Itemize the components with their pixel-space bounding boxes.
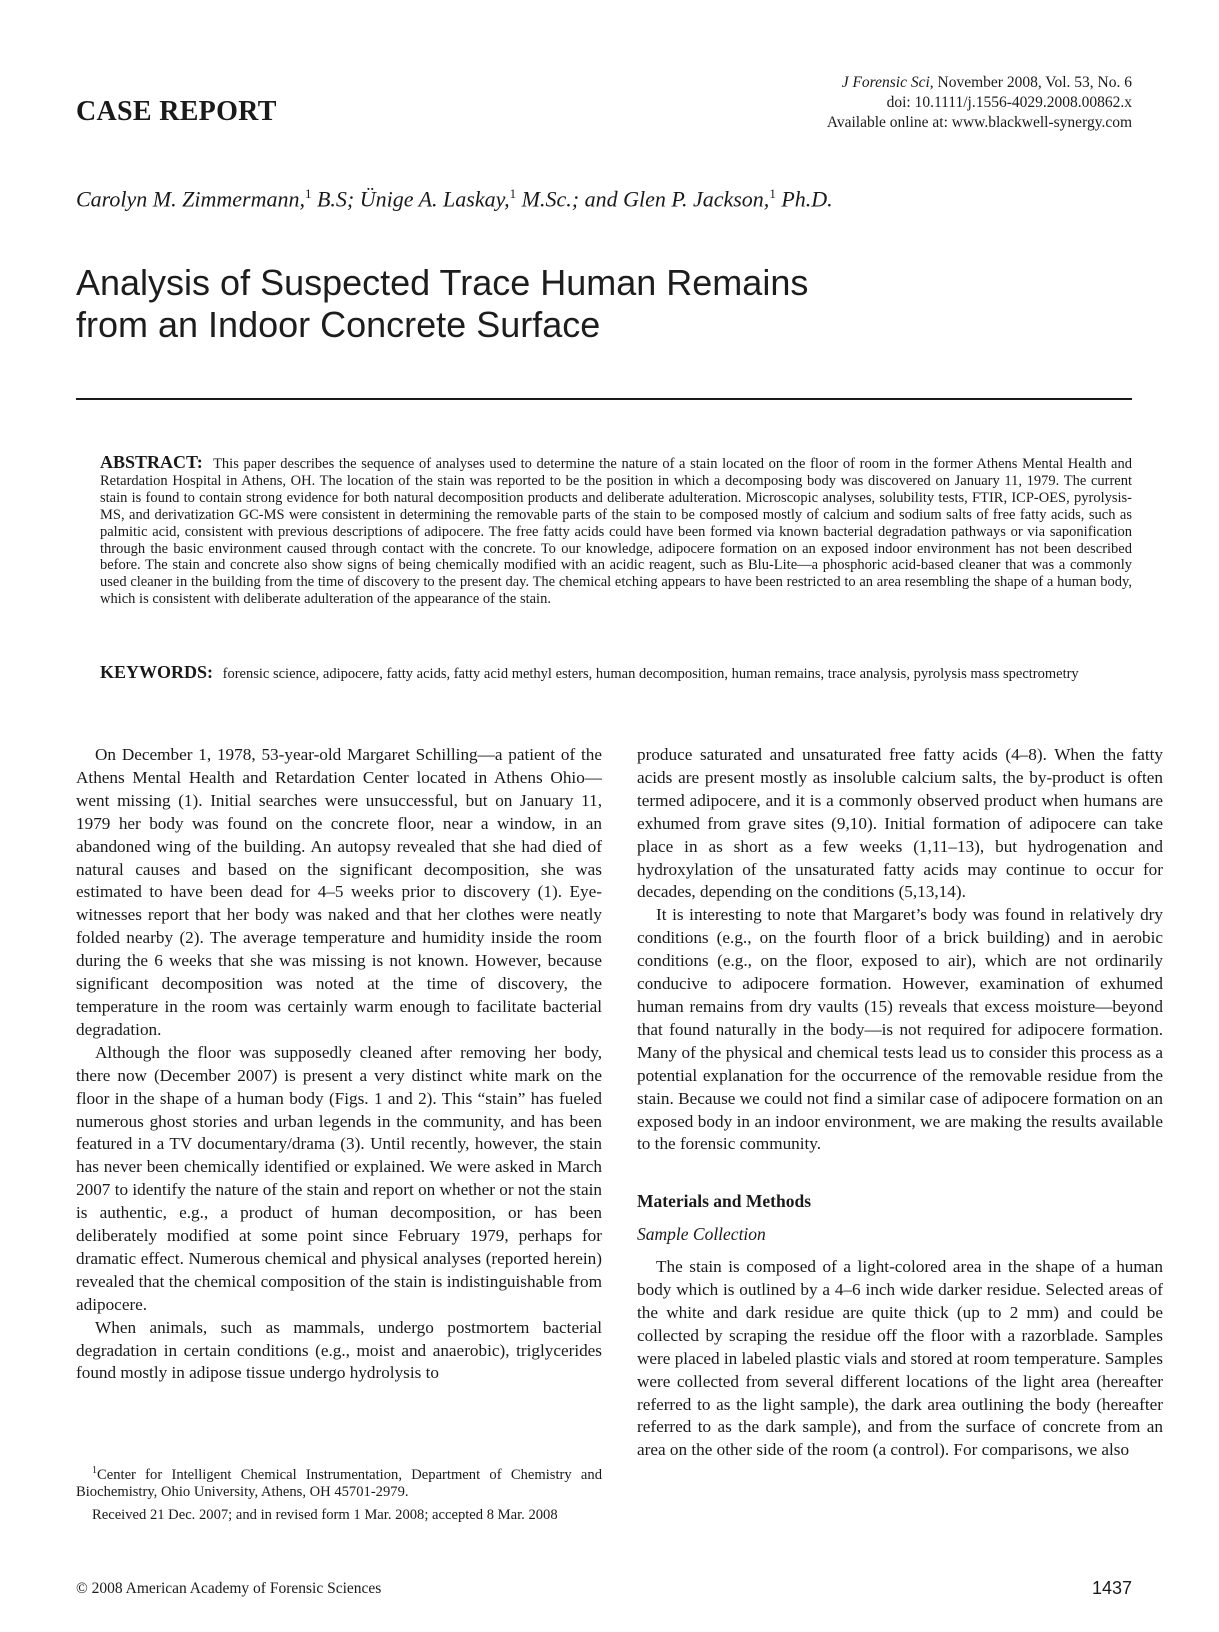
body-paragraph: produce saturated and unsaturated free fatty acids (4–8). When the fatty acids are present mostly as insoluble calcium salts, the by-product is often termed adipocere, and it is a commonly observed product when humans are exhumed from grave sites (9,10). Initial formation of adipocere can take place in as short as a few weeks (1,11–13), but hydrogenation and hydroxylation of the unsaturated fatty acids may continue to occur for decades, depending on the conditions (5,13,14). xyxy=(637,745,1163,902)
keywords-text: forensic science, adipocere, fatty acids, fatty acid methyl esters, human decomposition, human remains, trace analysis, pyrolysis mass spectrometry xyxy=(222,666,1079,682)
affiliation-footnote: $^1$Center for Intelligent Chemical Instrumentation, Department of Chemistry and Biochemistry, Ohio University, Athens, OH 45701-2979. xyxy=(76,1465,602,1500)
body-paragraph: Although the floor was supposedly cleaned after removing her body, there now (December 2007) is present a very distinct white mark on the floor in the shape of a human body (Figs. 1 and 2). This “stain” has fueled numerous ghost stories and urban legends in the community, and has been featured in a TV documentary/drama (3). Until recently, however, the stain has never been chemically identified or explained. We were asked in March 2007 to identify the nature of the stain and report on whether or not the stain is authentic, e.g., a product of human decomposition, or has been deliberately modified at some point since February 1979, perhaps for dramatic effect. Numerous chemical and physical analyses (reported herein) revealed that the chemical composition of the stain is indistinguishable from adipocere. xyxy=(76,1042,602,1314)
paper-title xyxy=(76,262,976,346)
title-rule xyxy=(76,398,1132,400)
abstract-text: This paper describes the sequence of analyses used to determine the nature of a stain located on the floor of room in the former Athens Mental Health and Retardation Hospital in Athens, OH. The location of the stain was reported to be the position in which a decomposing body was discovered on January 11, 1979. The current stain is found to contain strong evidence for both natural decomposition products and deliberate adulteration. Microscopic analyses, solubility tests, FTIR, ICP-OES, pyrolysis-MS, and derivatization GC-MS were consistent in determining the removable parts of the stain to be composed mostly of calcium and sodium salts of free fatty acids, such as palmitic acid, consistent with previous descriptions of adipocere. The free fatty acids could have been formed via known bacterial degradation pathways or via saponification through the basic environment caused through contact with the concrete. To our knowledge, adipocere formation on an exposed indoor environment has not been described before. The stain and concrete also show signs of being chemically modified with an acidic reagent, such as Blu-Lite—a phosphoric acid-based cleaner that was a commonly used cleaner in the building from the time of discovery to the present day. The chemical etching appears to have been restricted to an area resembling the shape of a human body, which is consistent with deliberate adulteration of the appearance of the stain. xyxy=(100,456,1132,608)
journal-info xyxy=(827,73,1132,133)
journal-citation xyxy=(827,73,1132,93)
body-paragraph: On December 1, 1978, 53-year-old Margaret Schilling—a patient of the Athens Mental Health and Retardation Center located in Athens Ohio—went missing (1). Initial searches were unsuccessful, but on January 11, 1979 her body was found on the concrete floor, near a window, in an abandoned wing of the building. An autopsy revealed that she had died of natural causes and based on the significant decomposition, she was estimated to have been dead for 4–5 weeks prior to discovery (1). Eye-witnesses report that her body was naked and that her clothes were neatly folded nearby (2). The average temperature and humidity inside the room during the 6 weeks that she was missing is not known. However, because significant decomposition was noted at the time of discovery, the temperature in the room was certainly warm enough to facilitate bacterial degradation. xyxy=(76,745,602,1039)
body-paragraph: The stain is composed of a light-colored area in the shape of a human body which is outlined by a 4–6 inch wide darker residue. Selected areas of the white and dark residue are quite thick (up to 2 mm) and could be collected by scraping the residue off the floor with a razorblade. Samples were placed in labeled plastic vials and stored at room temperature. Samples were collected from several different locations of the light area (hereafter referred to as the light sample), the dark area outlining the body (hereafter referred to as the dark sample), and from the surface of concrete from an area on the other side of the room (a control). For comparisons, we also xyxy=(637,1257,1163,1460)
received-note: Received 21 Dec. 2007; and in revised form 1 Mar. 2008; accepted 8 Mar. 2008 xyxy=(92,1506,558,1523)
section-heading: Materials and Methods xyxy=(637,1191,812,1212)
footnotes xyxy=(76,1462,602,1530)
title-line: Analysis of Suspected Trace Human Remains xyxy=(76,262,809,303)
author-list xyxy=(76,186,833,212)
affiliation-mark: 1 xyxy=(304,186,312,201)
subsection-heading: Sample Collection xyxy=(637,1224,766,1245)
body-paragraph: It is interesting to note that Margaret’s body was found in relatively dry conditions (e.g., on the fourth floor of a brick building) and in aerobic conditions (e.g., on the floor, exposed to air), which are not ordinarily conducive to adipocere formation. However, examination of exhumed human remains from dry vaults (15) reveals that excess moisture—beyond that found naturally in the body—is not required for adipocere formation. Many of the physical and chemical tests lead us to consider this process as a potential explanation for the occurrence of the removable residue from the stain. Because we could not find a similar case of adipocere formation on an exposed body in an indoor environment, we are making the results available to the forensic community. xyxy=(637,905,1163,1154)
title-line: from an Indoor Concrete Surface xyxy=(76,304,601,345)
abstract-label: ABSTRACT: xyxy=(100,452,203,472)
author-degree: Ph.D. xyxy=(775,186,833,212)
abstract xyxy=(100,454,1132,608)
copyright: © 2008 American Academy of Forensic Sciences xyxy=(76,1580,382,1597)
page-number: 1437 xyxy=(1091,1578,1132,1598)
affiliation-mark: 1 xyxy=(92,1465,97,1476)
keywords xyxy=(100,664,1132,683)
author-name: Glen P. Jackson, xyxy=(623,186,770,212)
affiliation-mark: 1 xyxy=(509,186,517,201)
journal-name: J Forensic Sci, xyxy=(841,74,934,91)
keywords-label: KEYWORDS: xyxy=(100,662,214,682)
author-degree: B.S; xyxy=(311,186,360,212)
section-label: CASE REPORT xyxy=(76,96,277,127)
body-paragraph: When animals, such as mammals, undergo postmortem bacterial degradation in certain conditions (e.g., moist and anaerobic), triglycerides found mostly in adipose tissue undergo hydrolysis to xyxy=(76,1317,602,1383)
journal-issue: November 2008, Vol. 53, No. 6 xyxy=(933,74,1132,91)
author-name: Ünige A. Laskay, xyxy=(359,186,510,212)
right-column xyxy=(637,744,1163,1462)
affiliation-mark: 1 xyxy=(769,186,776,201)
doi: doi: 10.1111/j.1556-4029.2008.00862.x xyxy=(886,94,1132,111)
author-degree: M.Sc.; and xyxy=(516,186,624,212)
availability-link[interactable]: Available online at: www.blackwell-synergy.com xyxy=(826,114,1132,131)
left-column xyxy=(76,744,602,1385)
author-name: Carolyn M. Zimmermann, xyxy=(76,186,305,212)
